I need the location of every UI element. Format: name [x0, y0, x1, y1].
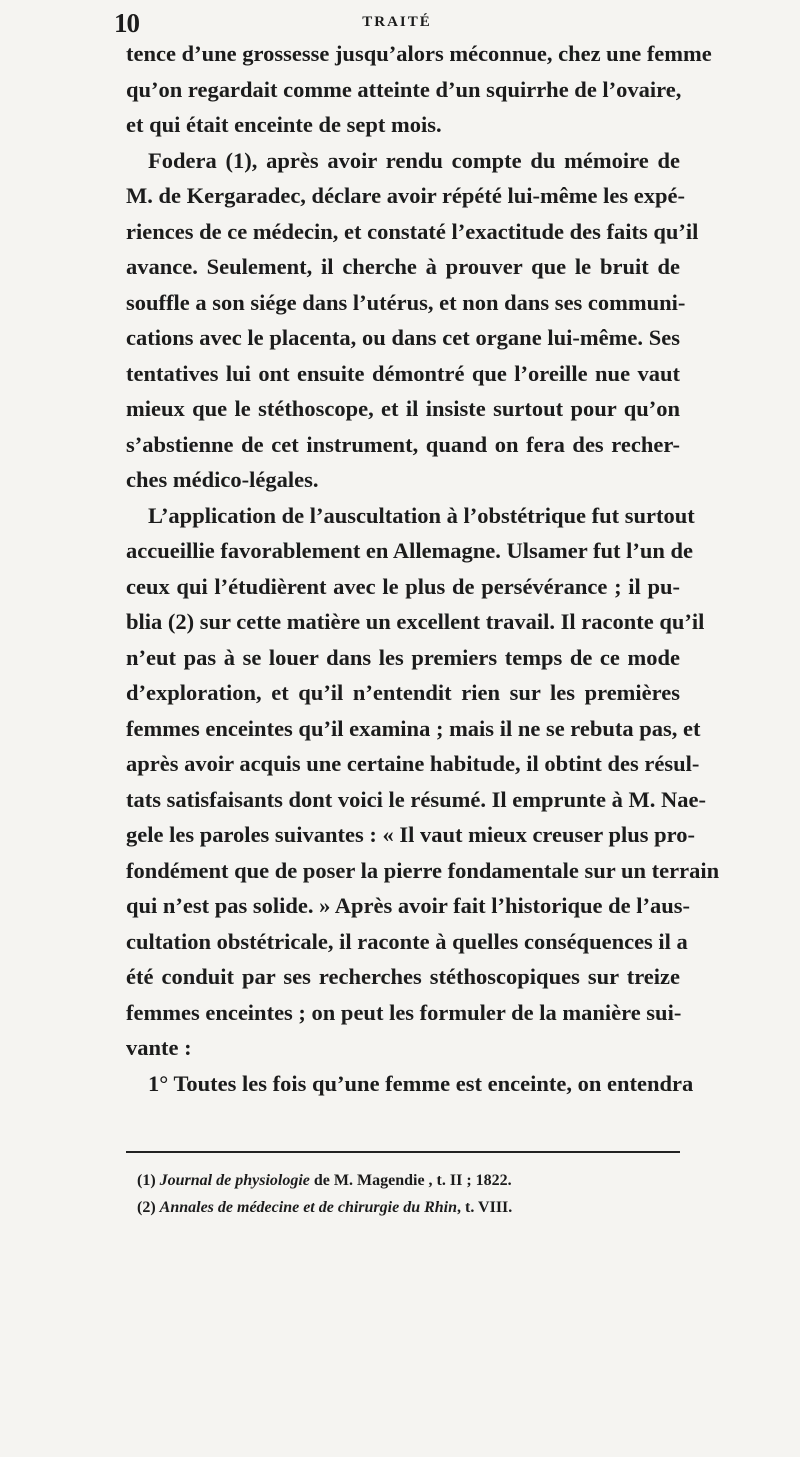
- footnote-mark: (1): [137, 1172, 156, 1189]
- text-line: riences de ce médecin, et constaté l’exactitude des faits qu’il: [126, 218, 699, 244]
- footnote-divider: [126, 1151, 680, 1153]
- text-line: Fodera (1), après avoir rendu compte du mémoire de: [148, 147, 680, 173]
- text-line: tats satisfaisants dont voici le résumé. Il emprunte à M. Nae-: [126, 786, 706, 812]
- text-line: mieux que le stéthoscope, et il insiste surtout pour qu’on: [126, 396, 680, 421]
- text-line: avance. Seulement, il cherche à prouver que le bruit de: [126, 254, 680, 279]
- footnote: [137, 1167, 677, 1194]
- footnote: [137, 1194, 677, 1221]
- text-line: femmes enceintes qu’il examina ; mais il ne se rebuta pas, et: [126, 715, 701, 741]
- text-line: n’eut pas à se louer dans les premiers temps de ce mode: [126, 644, 680, 670]
- text-line: vante :: [126, 1035, 192, 1060]
- text-line: 1° Toutes les fois qu’une femme est enceinte, on entendra: [148, 1070, 694, 1096]
- text-line: accueillie favorablement en Allemagne. Ulsamer fut l’un de: [126, 538, 694, 563]
- text-line: cultation obstétricale, il raconte à quelles conséquences il a: [126, 928, 688, 954]
- text-line: été conduit par ses recherches stéthoscopiques sur treize: [126, 964, 680, 989]
- text-line: tence d’une grossesse jusqu’alors méconnue, chez une femme: [126, 41, 712, 66]
- text-line: L’application de l’auscultation à l’obstétrique fut surtout: [148, 502, 695, 528]
- footnote-title: Journal de physiologie: [159, 1172, 310, 1189]
- text-line: après avoir acquis une certaine habitude, il obtint des résul-: [126, 751, 700, 776]
- text-line: s’abstienne de cet instrument, quand on fera des recher-: [126, 431, 680, 457]
- text-line: d’exploration, et qu’il n’entendit rien sur les premières: [126, 680, 680, 705]
- text-line: ceux qui l’étudièrent avec le plus de persévérance ; il pu-: [126, 573, 680, 599]
- page-number: 10: [114, 8, 139, 38]
- text-line: gele les paroles suivantes : « Il vaut mieux creuser plus pro-: [126, 822, 695, 847]
- text-line: fondément que de poser la pierre fondamentale sur un terrain: [126, 857, 720, 883]
- text-line: blia (2) sur cette matière un excellent travail. Il raconte qu’il: [126, 609, 705, 634]
- text-line: cations avec le placenta, ou dans cet organe lui-même. Ses: [126, 325, 680, 350]
- footnote-mark: (2): [137, 1199, 156, 1216]
- footnotes: [137, 1167, 677, 1221]
- text-line: qu’on regardait comme atteinte d’un squirrhe de l’ovaire,: [126, 76, 682, 102]
- footnote-rest: de M. Magendie , t. II ; 1822.: [309, 1172, 512, 1189]
- body-text: [126, 36, 720, 1101]
- footnote-rest: , t. VIII.: [457, 1199, 513, 1216]
- text-line: ches médico-légales.: [126, 467, 319, 492]
- text-line: femmes enceintes ; on peut les formuler de la manière sui-: [126, 999, 682, 1025]
- text-line: souffle a son siége dans l’utérus, et non dans ses communi-: [126, 289, 686, 315]
- text-line: tentatives lui ont ensuite démontré que l’oreille nue vaut: [126, 360, 680, 386]
- text-line: qui n’est pas solide. » Après avoir fait l’historique de l’aus-: [126, 893, 691, 918]
- footnote-title: Annales de médecine et de chirurgie du Rhin: [159, 1199, 457, 1216]
- text-line: M. de Kergaradec, déclare avoir répété lui-même les expé-: [126, 183, 685, 208]
- running-title: TRAITÉ: [362, 14, 432, 30]
- text-line: et qui était enceinte de sept mois.: [126, 112, 442, 137]
- page-header: [114, 8, 680, 36]
